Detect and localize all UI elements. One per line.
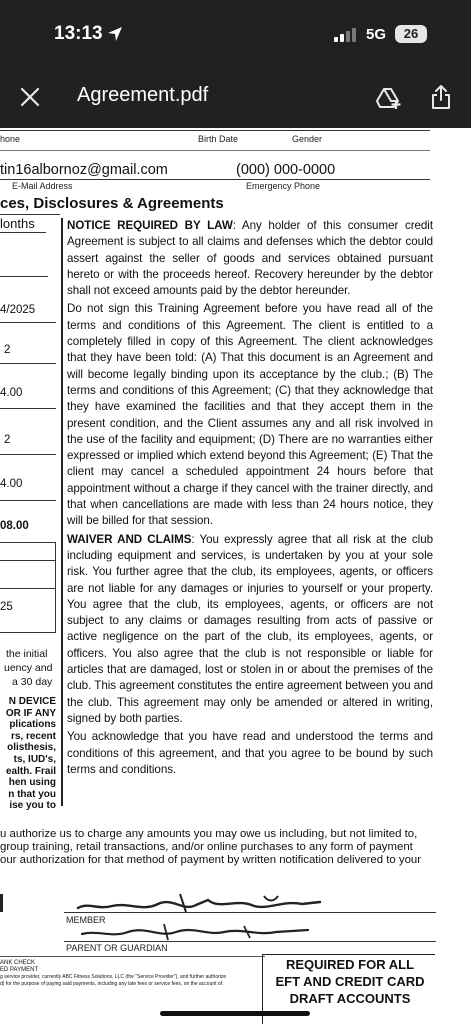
status-bar: [0, 0, 471, 64]
authorization-line-3: our authorization for that method of payment by written notification delivered to your: [0, 854, 422, 866]
document-title: Agreement.pdf: [77, 84, 209, 106]
do-not-sign-paragraph: Do not sign this Training Agreement before you have read all of the terms and conditions of this Agreement. The client is entitled to a completely filled in copy of this Agreement. The client acknowledges that they have been told: (A) That this document is an Agreement and will become legally binding upon its acceptance by the club.; (B) The terms and conditions of this Agreement; (C) that they acknowledge that they have examined the facilities and that they accept them in the present condition, and the Client assumes any and all risk involved in the use of the facility and equipment; (D) There are no warranties either expressed or implied which extend beyond this Agreement; (E) That the client may cancel a scheduled appointment 24 hours before that appointment without a charge if they cancel with the trainer directly, and that when cancellations are made with less than 24 hours notice, they will be billed for that session.: [67, 302, 433, 528]
fine-print-4: d) for the purpose of paying said payments, including any late fees or service fees, on the account of.: [0, 981, 224, 987]
emergency-phone-value: (000) 000-0000: [236, 162, 336, 178]
gender-label: Gender: [292, 134, 323, 144]
signature-bracket: [0, 894, 3, 912]
required-notice: REQUIRED FOR ALL EFT AND CREDIT CARD DRAFT ACCOUNTS: [275, 957, 425, 1006]
share-icon[interactable]: [430, 84, 452, 110]
close-icon[interactable]: [19, 86, 41, 108]
email-label: E-Mail Address: [12, 181, 73, 191]
viewer-toolbar: [0, 64, 471, 128]
left-value-2: 4.00: [0, 387, 23, 399]
left-value-3: 2: [4, 434, 11, 446]
fine-print-3: g service provider, currently ABC Fitness Solutions, LLC (the "Service Provider"), and further authorize: [0, 974, 227, 980]
fine-print-1: ANK CHECK: [0, 960, 36, 966]
home-indicator[interactable]: [160, 1011, 310, 1016]
network-type: 5G: [366, 26, 387, 43]
left-total: 08.00: [0, 520, 29, 532]
start-date: 4/2025: [0, 304, 36, 316]
guardian-label: PARENT OR GUARDIAN: [66, 943, 168, 953]
left-value-1: 2: [4, 344, 11, 356]
emergency-phone-label: Emergency Phone: [246, 181, 321, 191]
notice-paragraph: NOTICE REQUIRED BY LAW: Any holder of this consumer credit Agreement is subject to all claims and defenses which the debtor could assert against the seller of goods and services obtained pursuant hereto or with the proceeds hereof. Recovery hereunder by the debtor shall not exceed amounts paid by the debtor hereunder.: [67, 219, 433, 298]
terms-column: [67, 218, 433, 780]
left-paragraph-1: the initial: [6, 648, 48, 660]
member-signature: [68, 888, 338, 918]
left-paragraph-2: uency and: [4, 662, 53, 674]
phone-label: hone: [0, 134, 21, 144]
birth-date-label: Birth Date: [198, 134, 239, 144]
email-value: tin16albornoz@gmail.com: [0, 162, 168, 178]
cellular-signal-icon: [334, 28, 356, 42]
authorization-line-2: group training, retail transactions, and/or online purchases to any form of payment: [0, 841, 413, 853]
authorization-line-1: u authorize us to charge any amounts you may owe us including, but not limited to,: [0, 828, 418, 840]
left-bold-block: N DEVICE OR IF ANY plications rs, recent olisthesis, ts, IUD's, ealth. Frail hen using n that you ise you to: [5, 696, 56, 812]
section-title: ces, Disclosures & Agreements: [0, 195, 224, 212]
member-label: MEMBER: [66, 915, 106, 925]
acknowledge-paragraph: You acknowledge that you have read and understood the terms and conditions of this agreement, and that you agree to be bound by such terms and conditions.: [67, 730, 433, 776]
location-arrow-icon: [107, 26, 123, 42]
battery-level: 26: [395, 25, 427, 43]
add-to-drive-icon[interactable]: [376, 86, 402, 110]
term-months: lonths: [0, 216, 35, 231]
left-paragraph-3: a 30 day: [12, 676, 53, 688]
column-divider: [61, 218, 63, 806]
pdf-page: [0, 128, 471, 1024]
fine-print-2: ED PAYMENT: [0, 967, 39, 973]
waiver-paragraph: WAIVER AND CLAIMS: You expressly agree that all risk at the club including equipment and services, is undertaken by you at your sole risk. You further agree that the club, its employees, agents, or officers are not liable for any damages or injuries to yourself or your property. You agree that the club, its employees, agents, or officers are not subject to any claims or damages resulting from acts of passive or active negligence on the part of the club, its employees, agents, or officers. You also agree that the club is not responsible or liable for articles that are damaged, lost or stolen in or about the premises of the club. This agreement constitutes the entire agreement between you and the club. This agreement may only be amended or altered in writing, signed by both parties.: [67, 532, 433, 725]
left-value-5: 25: [0, 601, 13, 613]
left-value-4: 4.00: [0, 478, 23, 490]
status-time: 13:13: [54, 23, 103, 44]
